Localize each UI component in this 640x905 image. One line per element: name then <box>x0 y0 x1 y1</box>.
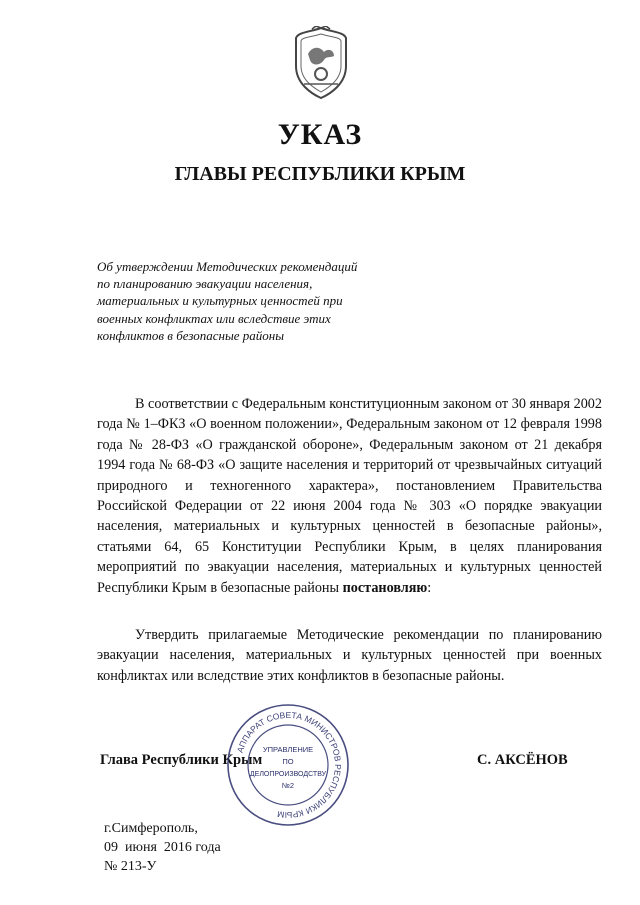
body-paragraph-decision: Утвердить прилагаемые Методические рекомендации по планированию эвакуации населения, материальных и культурных ценностей при военных конфликтах или вследствие этих конфликтов в безопасные районы. <box>97 627 602 684</box>
document-subtitle: ГЛАВЫ РЕСПУБЛИКИ КРЫМ <box>174 163 466 185</box>
document-title: УКАЗ <box>277 118 363 151</box>
signatory-role: Глава Республики Крым <box>100 752 263 768</box>
preamble-colon: : <box>427 579 432 596</box>
preamble-text: В соответствии с Федеральным конституционным законом от 30 января 2002 года № 1–ФКЗ «О военном положении», Федеральным законом от 12 февраля 1998 года № 28-ФЗ «О гражданской обороне», Федеральным законом от 21 декабря 1994 года № 68-ФЗ «О защите населения и территорий от чрезвычайных ситуаций природного и техногенного характера», постановлением Правительства Российской Федерации от 22 июня 2004 года № 303 «О порядке эвакуации населения, материальных и культурных ценностей в безопасные районы», статьями 64, 65 Конституции Республики Крым, в целях планирования мероприятий по эвакуации населения, материальных и культурных ценностей Республики Крым в безопасные районы <box>97 396 602 596</box>
stamp-line: №2 <box>281 781 295 790</box>
decree-verb: постановляю <box>342 579 428 596</box>
issue-city: г.Симферополь, <box>104 821 198 836</box>
body-paragraph-preamble <box>97 394 602 598</box>
subject-line: по планированию эвакуации населения, <box>97 276 313 292</box>
decree-number: № 213-У <box>104 859 157 874</box>
stamp-line: ДЕЛОПРОИЗВОДСТВУ <box>249 771 327 778</box>
signatory-name: С. АКСЁНОВ <box>477 752 568 768</box>
coat-of-arms-emblem <box>290 26 352 100</box>
issue-date: 09 июня 2016 года <box>104 840 221 855</box>
subject-line: военных конфликтах или вследствие этих <box>97 310 331 326</box>
subject-line: Об утверждении Методических рекомендаций <box>97 259 358 274</box>
stamp-ring-text: АППАРАТ СОВЕТА МИНИСТРОВ РЕСПУБЛИКИ КРЫМ <box>234 709 344 821</box>
document-subject <box>97 258 417 344</box>
subject-line: конфликтов в безопасные районы <box>97 327 285 343</box>
stamp-line: ПО <box>282 757 294 766</box>
document-place-date-number <box>104 819 221 876</box>
official-stamp <box>225 702 351 828</box>
subject-line: материальных и культурных ценностей при <box>97 293 343 309</box>
stamp-line: УПРАВЛЕНИЕ <box>262 745 314 754</box>
